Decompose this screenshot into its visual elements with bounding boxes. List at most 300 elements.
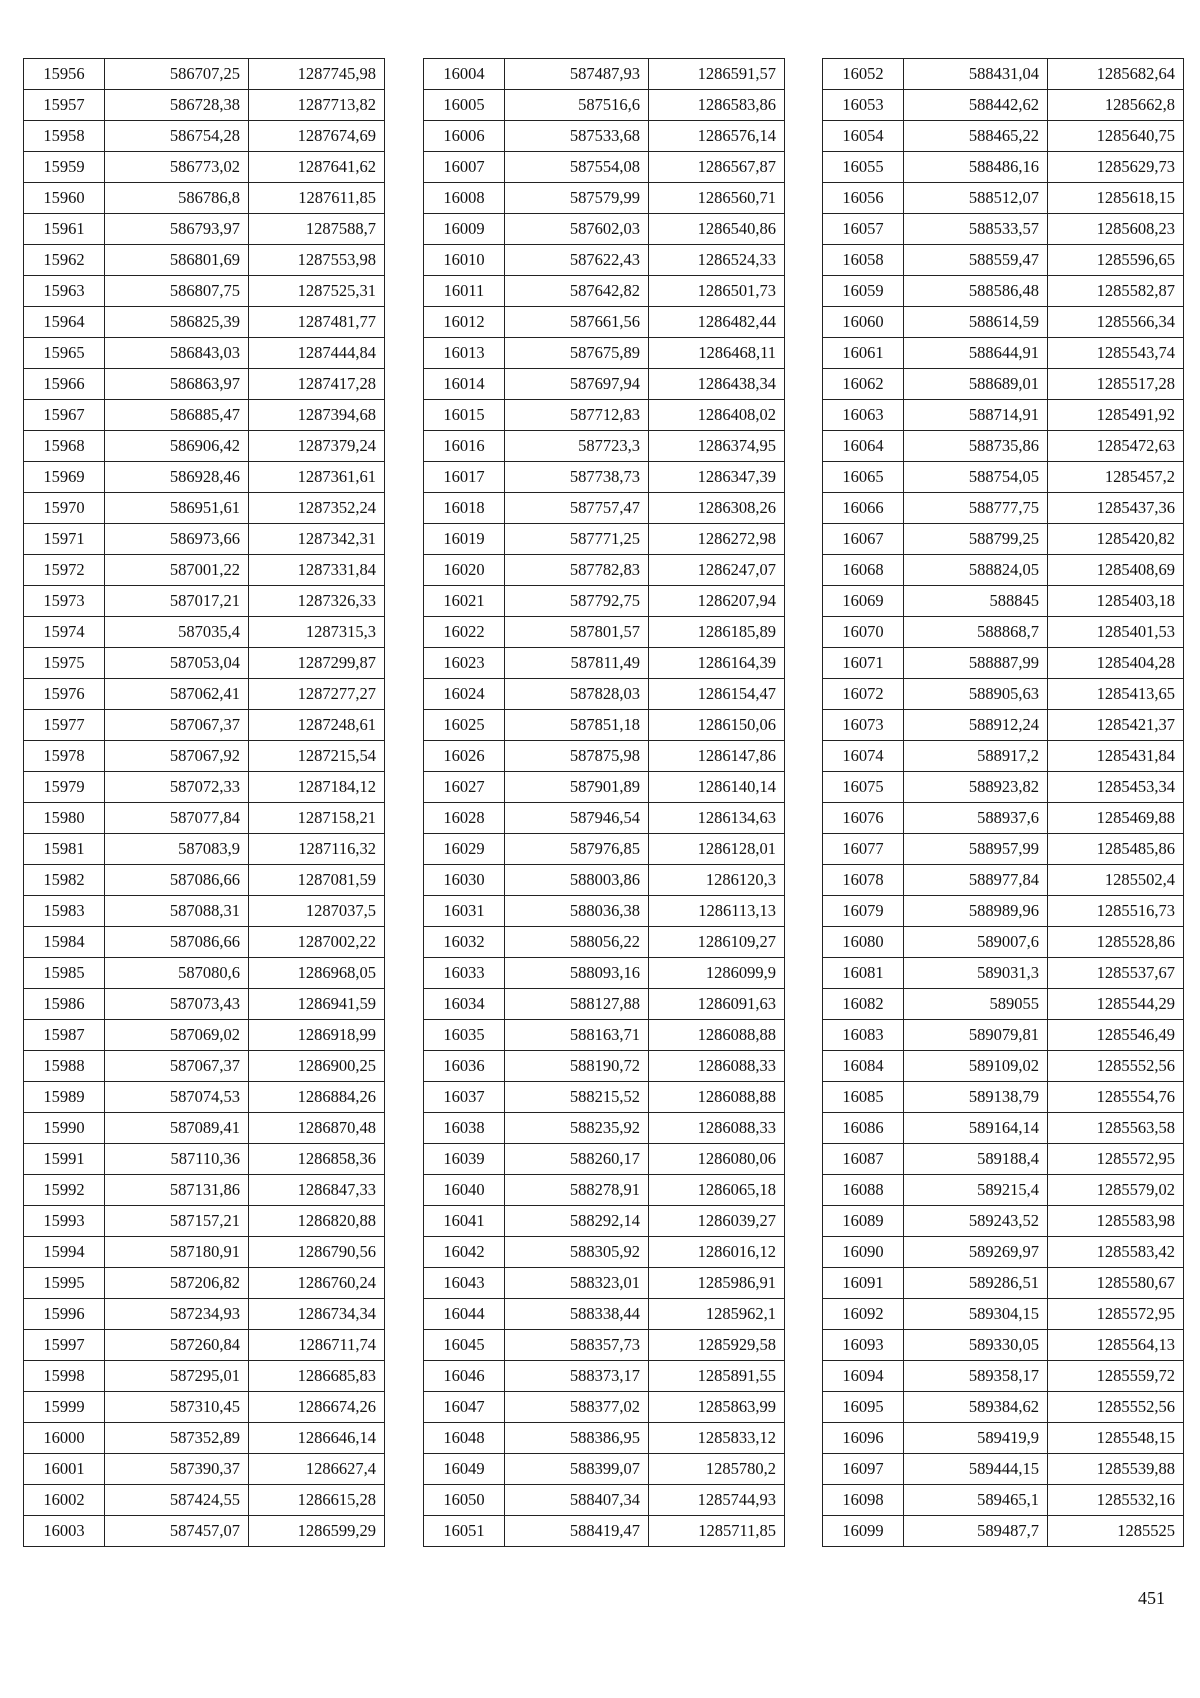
y-coordinate-cell: 1286941,59 xyxy=(249,989,385,1020)
x-coordinate-cell: 586928,46 xyxy=(105,462,249,493)
x-coordinate-cell: 587757,47 xyxy=(505,493,649,524)
point-id-cell: 16089 xyxy=(823,1206,904,1237)
point-id-cell: 16065 xyxy=(823,462,904,493)
x-coordinate-cell: 587801,57 xyxy=(505,617,649,648)
point-id-cell: 15965 xyxy=(24,338,105,369)
table-row xyxy=(823,1175,1184,1206)
y-coordinate-cell: 1285472,63 xyxy=(1048,431,1184,462)
point-id-cell: 16031 xyxy=(424,896,505,927)
x-coordinate-cell: 588036,38 xyxy=(505,896,649,927)
table-row xyxy=(424,1361,785,1392)
x-coordinate-cell: 588260,17 xyxy=(505,1144,649,1175)
x-coordinate-cell: 589419,9 xyxy=(904,1423,1048,1454)
y-coordinate-cell: 1287326,33 xyxy=(249,586,385,617)
y-coordinate-cell: 1286113,13 xyxy=(649,896,785,927)
table-row xyxy=(24,214,385,245)
table-row xyxy=(24,1485,385,1516)
point-id-cell: 16004 xyxy=(424,59,505,90)
y-coordinate-cell: 1285863,99 xyxy=(649,1392,785,1423)
table-row xyxy=(24,772,385,803)
x-coordinate-cell: 587697,94 xyxy=(505,369,649,400)
x-coordinate-cell: 587675,89 xyxy=(505,338,649,369)
y-coordinate-cell: 1286154,47 xyxy=(649,679,785,710)
x-coordinate-cell: 586793,97 xyxy=(105,214,249,245)
table-row xyxy=(823,586,1184,617)
table-row xyxy=(823,307,1184,338)
point-id-cell: 15969 xyxy=(24,462,105,493)
x-coordinate-cell: 589444,15 xyxy=(904,1454,1048,1485)
y-coordinate-cell: 1285457,2 xyxy=(1048,462,1184,493)
table-row xyxy=(823,865,1184,896)
table-row xyxy=(24,865,385,896)
point-id-cell: 15988 xyxy=(24,1051,105,1082)
y-coordinate-cell: 1285662,8 xyxy=(1048,90,1184,121)
point-id-cell: 16080 xyxy=(823,927,904,958)
point-id-cell: 16033 xyxy=(424,958,505,989)
coordinate-table-body xyxy=(424,59,785,1547)
y-coordinate-cell: 1285579,02 xyxy=(1048,1175,1184,1206)
point-id-cell: 16098 xyxy=(823,1485,904,1516)
x-coordinate-cell: 587069,02 xyxy=(105,1020,249,1051)
x-coordinate-cell: 587487,93 xyxy=(505,59,649,90)
point-id-cell: 15999 xyxy=(24,1392,105,1423)
y-coordinate-cell: 1286408,02 xyxy=(649,400,785,431)
point-id-cell: 16048 xyxy=(424,1423,505,1454)
point-id-cell: 15962 xyxy=(24,245,105,276)
y-coordinate-cell: 1285962,1 xyxy=(649,1299,785,1330)
y-coordinate-cell: 1286088,33 xyxy=(649,1113,785,1144)
table-row xyxy=(424,679,785,710)
table-row xyxy=(424,152,785,183)
table-row xyxy=(24,989,385,1020)
x-coordinate-cell: 587074,53 xyxy=(105,1082,249,1113)
x-coordinate-cell: 589055 xyxy=(904,989,1048,1020)
table-row xyxy=(424,400,785,431)
y-coordinate-cell: 1287379,24 xyxy=(249,431,385,462)
x-coordinate-cell: 588127,88 xyxy=(505,989,649,1020)
x-coordinate-cell: 589079,81 xyxy=(904,1020,1048,1051)
table-row xyxy=(823,214,1184,245)
y-coordinate-cell: 1287158,21 xyxy=(249,803,385,834)
table-row xyxy=(823,338,1184,369)
point-id-cell: 16095 xyxy=(823,1392,904,1423)
y-coordinate-cell: 1286583,86 xyxy=(649,90,785,121)
point-id-cell: 15991 xyxy=(24,1144,105,1175)
table-row xyxy=(424,338,785,369)
table-row xyxy=(24,617,385,648)
y-coordinate-cell: 1285552,56 xyxy=(1048,1051,1184,1082)
coordinate-table-2 xyxy=(423,58,785,1547)
table-row xyxy=(823,1454,1184,1485)
y-coordinate-cell: 1285744,93 xyxy=(649,1485,785,1516)
y-coordinate-cell: 1286128,01 xyxy=(649,834,785,865)
x-coordinate-cell: 588923,82 xyxy=(904,772,1048,803)
table-row xyxy=(424,1206,785,1237)
x-coordinate-cell: 589384,62 xyxy=(904,1392,1048,1423)
x-coordinate-cell: 587828,03 xyxy=(505,679,649,710)
x-coordinate-cell: 586754,28 xyxy=(105,121,249,152)
x-coordinate-cell: 588868,7 xyxy=(904,617,1048,648)
point-id-cell: 16006 xyxy=(424,121,505,152)
y-coordinate-cell: 1286524,33 xyxy=(649,245,785,276)
point-id-cell: 16099 xyxy=(823,1516,904,1547)
x-coordinate-cell: 586707,25 xyxy=(105,59,249,90)
point-id-cell: 16096 xyxy=(823,1423,904,1454)
point-id-cell: 15959 xyxy=(24,152,105,183)
x-coordinate-cell: 589243,52 xyxy=(904,1206,1048,1237)
y-coordinate-cell: 1285580,67 xyxy=(1048,1268,1184,1299)
point-id-cell: 15968 xyxy=(24,431,105,462)
point-id-cell: 16091 xyxy=(823,1268,904,1299)
x-coordinate-cell: 587067,92 xyxy=(105,741,249,772)
point-id-cell: 15977 xyxy=(24,710,105,741)
y-coordinate-cell: 1286847,33 xyxy=(249,1175,385,1206)
y-coordinate-cell: 1286711,74 xyxy=(249,1330,385,1361)
point-id-cell: 16017 xyxy=(424,462,505,493)
y-coordinate-cell: 1285437,36 xyxy=(1048,493,1184,524)
y-coordinate-cell: 1287361,61 xyxy=(249,462,385,493)
x-coordinate-cell: 588093,16 xyxy=(505,958,649,989)
table-row xyxy=(823,617,1184,648)
y-coordinate-cell: 1287277,27 xyxy=(249,679,385,710)
y-coordinate-cell: 1286968,05 xyxy=(249,958,385,989)
y-coordinate-cell: 1285517,28 xyxy=(1048,369,1184,400)
point-id-cell: 16002 xyxy=(24,1485,105,1516)
y-coordinate-cell: 1285986,91 xyxy=(649,1268,785,1299)
y-coordinate-cell: 1287611,85 xyxy=(249,183,385,214)
x-coordinate-cell: 589358,17 xyxy=(904,1361,1048,1392)
point-id-cell: 16071 xyxy=(823,648,904,679)
point-id-cell: 16094 xyxy=(823,1361,904,1392)
table-row xyxy=(823,400,1184,431)
x-coordinate-cell: 588586,48 xyxy=(904,276,1048,307)
table-row xyxy=(424,90,785,121)
table-row xyxy=(823,989,1184,1020)
point-id-cell: 16030 xyxy=(424,865,505,896)
x-coordinate-cell: 588056,22 xyxy=(505,927,649,958)
x-coordinate-cell: 588442,62 xyxy=(904,90,1048,121)
table-row xyxy=(823,1392,1184,1423)
table-row xyxy=(24,1082,385,1113)
y-coordinate-cell: 1285537,67 xyxy=(1048,958,1184,989)
x-coordinate-cell: 588559,47 xyxy=(904,245,1048,276)
point-id-cell: 15987 xyxy=(24,1020,105,1051)
y-coordinate-cell: 1286147,86 xyxy=(649,741,785,772)
table-row xyxy=(24,1144,385,1175)
x-coordinate-cell: 588386,95 xyxy=(505,1423,649,1454)
y-coordinate-cell: 1286150,06 xyxy=(649,710,785,741)
y-coordinate-cell: 1285629,73 xyxy=(1048,152,1184,183)
x-coordinate-cell: 587516,6 xyxy=(505,90,649,121)
point-id-cell: 16093 xyxy=(823,1330,904,1361)
x-coordinate-cell: 587067,37 xyxy=(105,710,249,741)
x-coordinate-cell: 587180,91 xyxy=(105,1237,249,1268)
table-row xyxy=(424,865,785,896)
table-row xyxy=(24,803,385,834)
point-id-cell: 16023 xyxy=(424,648,505,679)
x-coordinate-cell: 587457,07 xyxy=(105,1516,249,1547)
y-coordinate-cell: 1286109,27 xyxy=(649,927,785,958)
table-row xyxy=(424,245,785,276)
x-coordinate-cell: 586807,75 xyxy=(105,276,249,307)
point-id-cell: 16057 xyxy=(823,214,904,245)
point-id-cell: 16078 xyxy=(823,865,904,896)
x-coordinate-cell: 588845 xyxy=(904,586,1048,617)
table-row xyxy=(24,245,385,276)
point-id-cell: 16042 xyxy=(424,1237,505,1268)
point-id-cell: 16012 xyxy=(424,307,505,338)
x-coordinate-cell: 586843,03 xyxy=(105,338,249,369)
point-id-cell: 16073 xyxy=(823,710,904,741)
table-row xyxy=(24,1361,385,1392)
y-coordinate-cell: 1285582,87 xyxy=(1048,276,1184,307)
table-row xyxy=(823,369,1184,400)
x-coordinate-cell: 587131,86 xyxy=(105,1175,249,1206)
x-coordinate-cell: 588989,96 xyxy=(904,896,1048,927)
point-id-cell: 16035 xyxy=(424,1020,505,1051)
x-coordinate-cell: 588689,01 xyxy=(904,369,1048,400)
point-id-cell: 16088 xyxy=(823,1175,904,1206)
table-row xyxy=(823,59,1184,90)
point-id-cell: 16075 xyxy=(823,772,904,803)
y-coordinate-cell: 1285618,15 xyxy=(1048,183,1184,214)
table-row xyxy=(24,431,385,462)
table-row xyxy=(823,245,1184,276)
x-coordinate-cell: 587661,56 xyxy=(505,307,649,338)
point-id-cell: 16090 xyxy=(823,1237,904,1268)
x-coordinate-cell: 587424,55 xyxy=(105,1485,249,1516)
point-id-cell: 16024 xyxy=(424,679,505,710)
table-row xyxy=(24,1392,385,1423)
x-coordinate-cell: 588777,75 xyxy=(904,493,1048,524)
point-id-cell: 16013 xyxy=(424,338,505,369)
table-row xyxy=(424,183,785,214)
y-coordinate-cell: 1285572,95 xyxy=(1048,1144,1184,1175)
table-row xyxy=(24,679,385,710)
table-row xyxy=(24,1330,385,1361)
y-coordinate-cell: 1286790,56 xyxy=(249,1237,385,1268)
y-coordinate-cell: 1286140,14 xyxy=(649,772,785,803)
y-coordinate-cell: 1285502,4 xyxy=(1048,865,1184,896)
x-coordinate-cell: 587234,93 xyxy=(105,1299,249,1330)
y-coordinate-cell: 1285546,49 xyxy=(1048,1020,1184,1051)
point-id-cell: 15984 xyxy=(24,927,105,958)
x-coordinate-cell: 587533,68 xyxy=(505,121,649,152)
y-coordinate-cell: 1286091,63 xyxy=(649,989,785,1020)
point-id-cell: 15998 xyxy=(24,1361,105,1392)
table-row xyxy=(823,1299,1184,1330)
y-coordinate-cell: 1287352,24 xyxy=(249,493,385,524)
x-coordinate-cell: 587642,82 xyxy=(505,276,649,307)
table-row xyxy=(424,1020,785,1051)
y-coordinate-cell: 1286088,88 xyxy=(649,1082,785,1113)
table-row xyxy=(823,524,1184,555)
x-coordinate-cell: 589164,14 xyxy=(904,1113,1048,1144)
point-id-cell: 15960 xyxy=(24,183,105,214)
coordinate-table-body xyxy=(24,59,385,1547)
y-coordinate-cell: 1285404,28 xyxy=(1048,648,1184,679)
table-row xyxy=(424,1485,785,1516)
point-id-cell: 16069 xyxy=(823,586,904,617)
y-coordinate-cell: 1286734,34 xyxy=(249,1299,385,1330)
point-id-cell: 15966 xyxy=(24,369,105,400)
y-coordinate-cell: 1286185,89 xyxy=(649,617,785,648)
y-coordinate-cell: 1286567,87 xyxy=(649,152,785,183)
table-row xyxy=(24,1051,385,1082)
x-coordinate-cell: 589215,4 xyxy=(904,1175,1048,1206)
point-id-cell: 16067 xyxy=(823,524,904,555)
point-id-cell: 15996 xyxy=(24,1299,105,1330)
y-coordinate-cell: 1287342,31 xyxy=(249,524,385,555)
x-coordinate-cell: 586906,42 xyxy=(105,431,249,462)
y-coordinate-cell: 1286308,26 xyxy=(649,493,785,524)
table-row xyxy=(424,1299,785,1330)
x-coordinate-cell: 587080,6 xyxy=(105,958,249,989)
x-coordinate-cell: 588799,25 xyxy=(904,524,1048,555)
table-row xyxy=(424,431,785,462)
point-id-cell: 16060 xyxy=(823,307,904,338)
x-coordinate-cell: 587035,4 xyxy=(105,617,249,648)
y-coordinate-cell: 1285431,84 xyxy=(1048,741,1184,772)
table-row xyxy=(823,741,1184,772)
x-coordinate-cell: 586825,39 xyxy=(105,307,249,338)
x-coordinate-cell: 588377,02 xyxy=(505,1392,649,1423)
y-coordinate-cell: 1285469,88 xyxy=(1048,803,1184,834)
table-row xyxy=(424,462,785,493)
table-row xyxy=(24,183,385,214)
y-coordinate-cell: 1287002,22 xyxy=(249,927,385,958)
point-id-cell: 15975 xyxy=(24,648,105,679)
point-id-cell: 16028 xyxy=(424,803,505,834)
table-row xyxy=(424,1144,785,1175)
point-id-cell: 15995 xyxy=(24,1268,105,1299)
point-id-cell: 16092 xyxy=(823,1299,904,1330)
table-row xyxy=(823,431,1184,462)
x-coordinate-cell: 587062,41 xyxy=(105,679,249,710)
table-row xyxy=(424,1516,785,1547)
x-coordinate-cell: 588357,73 xyxy=(505,1330,649,1361)
table-row xyxy=(823,1206,1184,1237)
x-coordinate-cell: 589286,51 xyxy=(904,1268,1048,1299)
table-row xyxy=(424,1423,785,1454)
y-coordinate-cell: 1287215,54 xyxy=(249,741,385,772)
x-coordinate-cell: 588735,86 xyxy=(904,431,1048,462)
point-id-cell: 16007 xyxy=(424,152,505,183)
point-id-cell: 16049 xyxy=(424,1454,505,1485)
x-coordinate-cell: 589304,15 xyxy=(904,1299,1048,1330)
table-row xyxy=(823,462,1184,493)
table-row xyxy=(24,307,385,338)
y-coordinate-cell: 1286900,25 xyxy=(249,1051,385,1082)
table-row xyxy=(823,183,1184,214)
x-coordinate-cell: 587875,98 xyxy=(505,741,649,772)
x-coordinate-cell: 586885,47 xyxy=(105,400,249,431)
point-id-cell: 16055 xyxy=(823,152,904,183)
point-id-cell: 16087 xyxy=(823,1144,904,1175)
y-coordinate-cell: 1286016,12 xyxy=(649,1237,785,1268)
point-id-cell: 15967 xyxy=(24,400,105,431)
coordinate-table-1 xyxy=(23,58,385,1547)
y-coordinate-cell: 1285401,53 xyxy=(1048,617,1184,648)
point-id-cell: 15986 xyxy=(24,989,105,1020)
table-row xyxy=(823,958,1184,989)
y-coordinate-cell: 1285833,12 xyxy=(649,1423,785,1454)
table-row xyxy=(24,741,385,772)
point-id-cell: 16051 xyxy=(424,1516,505,1547)
table-row xyxy=(24,1454,385,1485)
y-coordinate-cell: 1286560,71 xyxy=(649,183,785,214)
x-coordinate-cell: 588465,22 xyxy=(904,121,1048,152)
point-id-cell: 16037 xyxy=(424,1082,505,1113)
y-coordinate-cell: 1286685,83 xyxy=(249,1361,385,1392)
x-coordinate-cell: 587295,01 xyxy=(105,1361,249,1392)
y-coordinate-cell: 1287394,68 xyxy=(249,400,385,431)
y-coordinate-cell: 1285528,86 xyxy=(1048,927,1184,958)
x-coordinate-cell: 587086,66 xyxy=(105,927,249,958)
x-coordinate-cell: 587067,37 xyxy=(105,1051,249,1082)
x-coordinate-cell: 587851,18 xyxy=(505,710,649,741)
x-coordinate-cell: 588003,86 xyxy=(505,865,649,896)
x-coordinate-cell: 589138,79 xyxy=(904,1082,1048,1113)
point-id-cell: 16086 xyxy=(823,1113,904,1144)
y-coordinate-cell: 1285563,58 xyxy=(1048,1113,1184,1144)
x-coordinate-cell: 587602,03 xyxy=(505,214,649,245)
x-coordinate-cell: 587352,89 xyxy=(105,1423,249,1454)
table-row xyxy=(424,59,785,90)
y-coordinate-cell: 1287315,3 xyxy=(249,617,385,648)
point-id-cell: 16068 xyxy=(823,555,904,586)
table-row xyxy=(24,1206,385,1237)
x-coordinate-cell: 587053,04 xyxy=(105,648,249,679)
y-coordinate-cell: 1286615,28 xyxy=(249,1485,385,1516)
point-id-cell: 15957 xyxy=(24,90,105,121)
y-coordinate-cell: 1285566,34 xyxy=(1048,307,1184,338)
table-row xyxy=(424,1175,785,1206)
table-row xyxy=(823,1423,1184,1454)
point-id-cell: 15990 xyxy=(24,1113,105,1144)
y-coordinate-cell: 1285554,76 xyxy=(1048,1082,1184,1113)
table-row xyxy=(823,648,1184,679)
point-id-cell: 15980 xyxy=(24,803,105,834)
point-id-cell: 16027 xyxy=(424,772,505,803)
table-row xyxy=(823,927,1184,958)
point-id-cell: 15983 xyxy=(24,896,105,927)
table-row xyxy=(24,59,385,90)
x-coordinate-cell: 586973,66 xyxy=(105,524,249,555)
point-id-cell: 16032 xyxy=(424,927,505,958)
x-coordinate-cell: 587089,41 xyxy=(105,1113,249,1144)
table-row xyxy=(24,121,385,152)
table-row xyxy=(24,555,385,586)
x-coordinate-cell: 587976,85 xyxy=(505,834,649,865)
x-coordinate-cell: 589487,7 xyxy=(904,1516,1048,1547)
table-row xyxy=(424,307,785,338)
point-id-cell: 15970 xyxy=(24,493,105,524)
point-id-cell: 15973 xyxy=(24,586,105,617)
x-coordinate-cell: 588644,91 xyxy=(904,338,1048,369)
x-coordinate-cell: 588431,04 xyxy=(904,59,1048,90)
point-id-cell: 15994 xyxy=(24,1237,105,1268)
point-id-cell: 16003 xyxy=(24,1516,105,1547)
y-coordinate-cell: 1285453,34 xyxy=(1048,772,1184,803)
y-coordinate-cell: 1286088,33 xyxy=(649,1051,785,1082)
table-row xyxy=(24,276,385,307)
y-coordinate-cell: 1285491,92 xyxy=(1048,400,1184,431)
x-coordinate-cell: 588407,34 xyxy=(505,1485,649,1516)
y-coordinate-cell: 1285711,85 xyxy=(649,1516,785,1547)
y-coordinate-cell: 1287481,77 xyxy=(249,307,385,338)
y-coordinate-cell: 1286438,34 xyxy=(649,369,785,400)
